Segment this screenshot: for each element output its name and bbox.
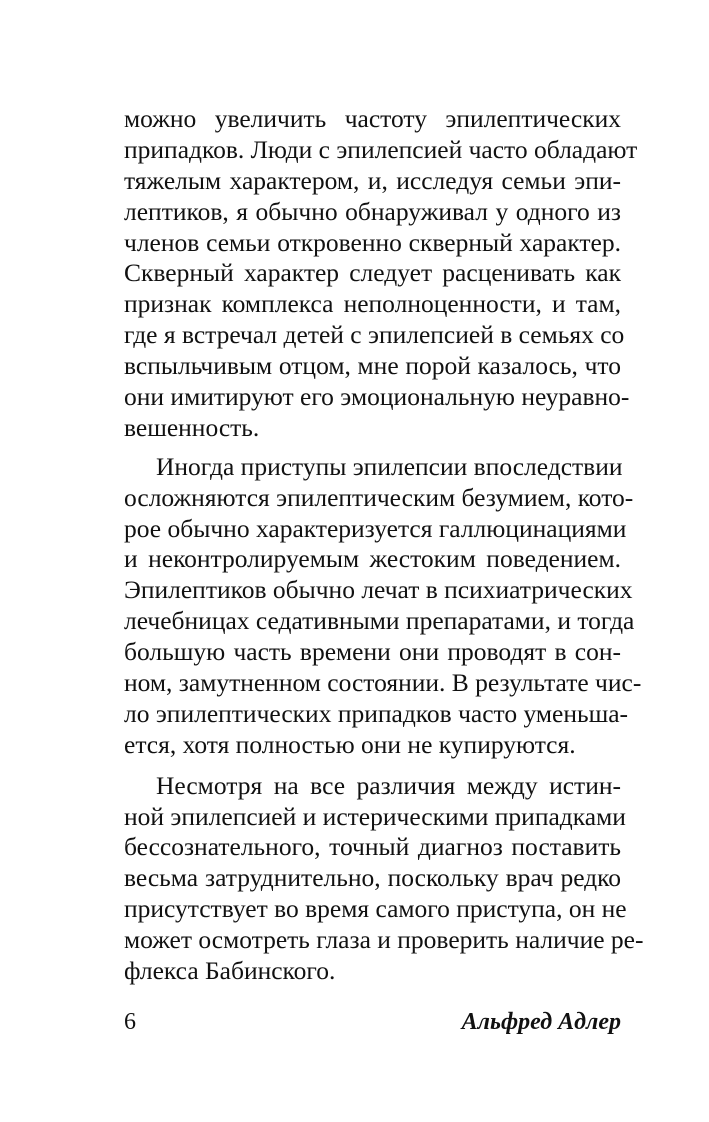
text-line: бессознательного, точный диагноз поставить [124,832,621,862]
text-line: членов семьи откровенно скверный характер. [124,227,621,257]
text-line: где я встречал детей с эпилепсией в семьях со [124,320,625,350]
text-line: Иногда приступы эпилепсии впоследствии [156,451,623,481]
text-line: ной эпилепсией и истерическими припадками [124,801,626,831]
text-line: ном, замутненном состоянии. В результате чис- [124,668,642,698]
text-line: и неконтролируемым жестоким поведением. [124,544,621,574]
body-text [124,104,644,987]
running-footer-author: Альфред Адлер [461,1009,621,1035]
text-line: признак комплекса неполноценности, и там, [124,289,621,319]
text-line: ло эпилептических припадков часто уменьша- [124,698,629,728]
text-line: весьма затруднительно, поскольку врач редко [124,863,621,893]
text-line: ется, хотя полностью они не купируются. [124,729,576,759]
text-line: можно увеличить частоту эпилептических [124,104,621,133]
text-line: флекса Бабинского. [124,956,336,986]
paragraph [124,104,638,444]
text-line: вспыльчивым отцом, мне порой казалось, что [124,351,621,381]
text-line: лептиков, я обычно обнаруживал у одного из [124,196,621,226]
paragraph [124,770,644,987]
text-line: большую часть времени они проводят в сон- [124,637,621,667]
text-line: вешенность. [124,412,260,442]
paragraph [124,451,642,761]
text-line: тяжелым характером, и, исследуя семьи эпи- [124,165,621,195]
text-line: Эпилептиков обычно лечат в психиатрических [124,575,633,605]
text-line: может осмотреть глаза и проверить наличие ре- [124,925,644,955]
text-line: припадков. Люди с эпилепсией часто обладают [124,134,638,164]
text-line: лечебницах седативными препаратами, и тогда [124,606,635,636]
text-line: Скверный характер следует расценивать как [124,258,621,288]
text-line: Несмотря на все различия между истин- [156,770,621,800]
text-line: присутствует во время самого приступа, он не [124,894,627,924]
text-line: осложняются эпилептическим безумием, кото- [124,482,634,512]
text-line: рое обычно характеризуется галлюцинациями [124,513,627,543]
page-footer [124,1006,621,1038]
page-number: 6 [124,1009,136,1035]
text-line: они имитируют его эмоциональную неуравно- [124,382,630,412]
